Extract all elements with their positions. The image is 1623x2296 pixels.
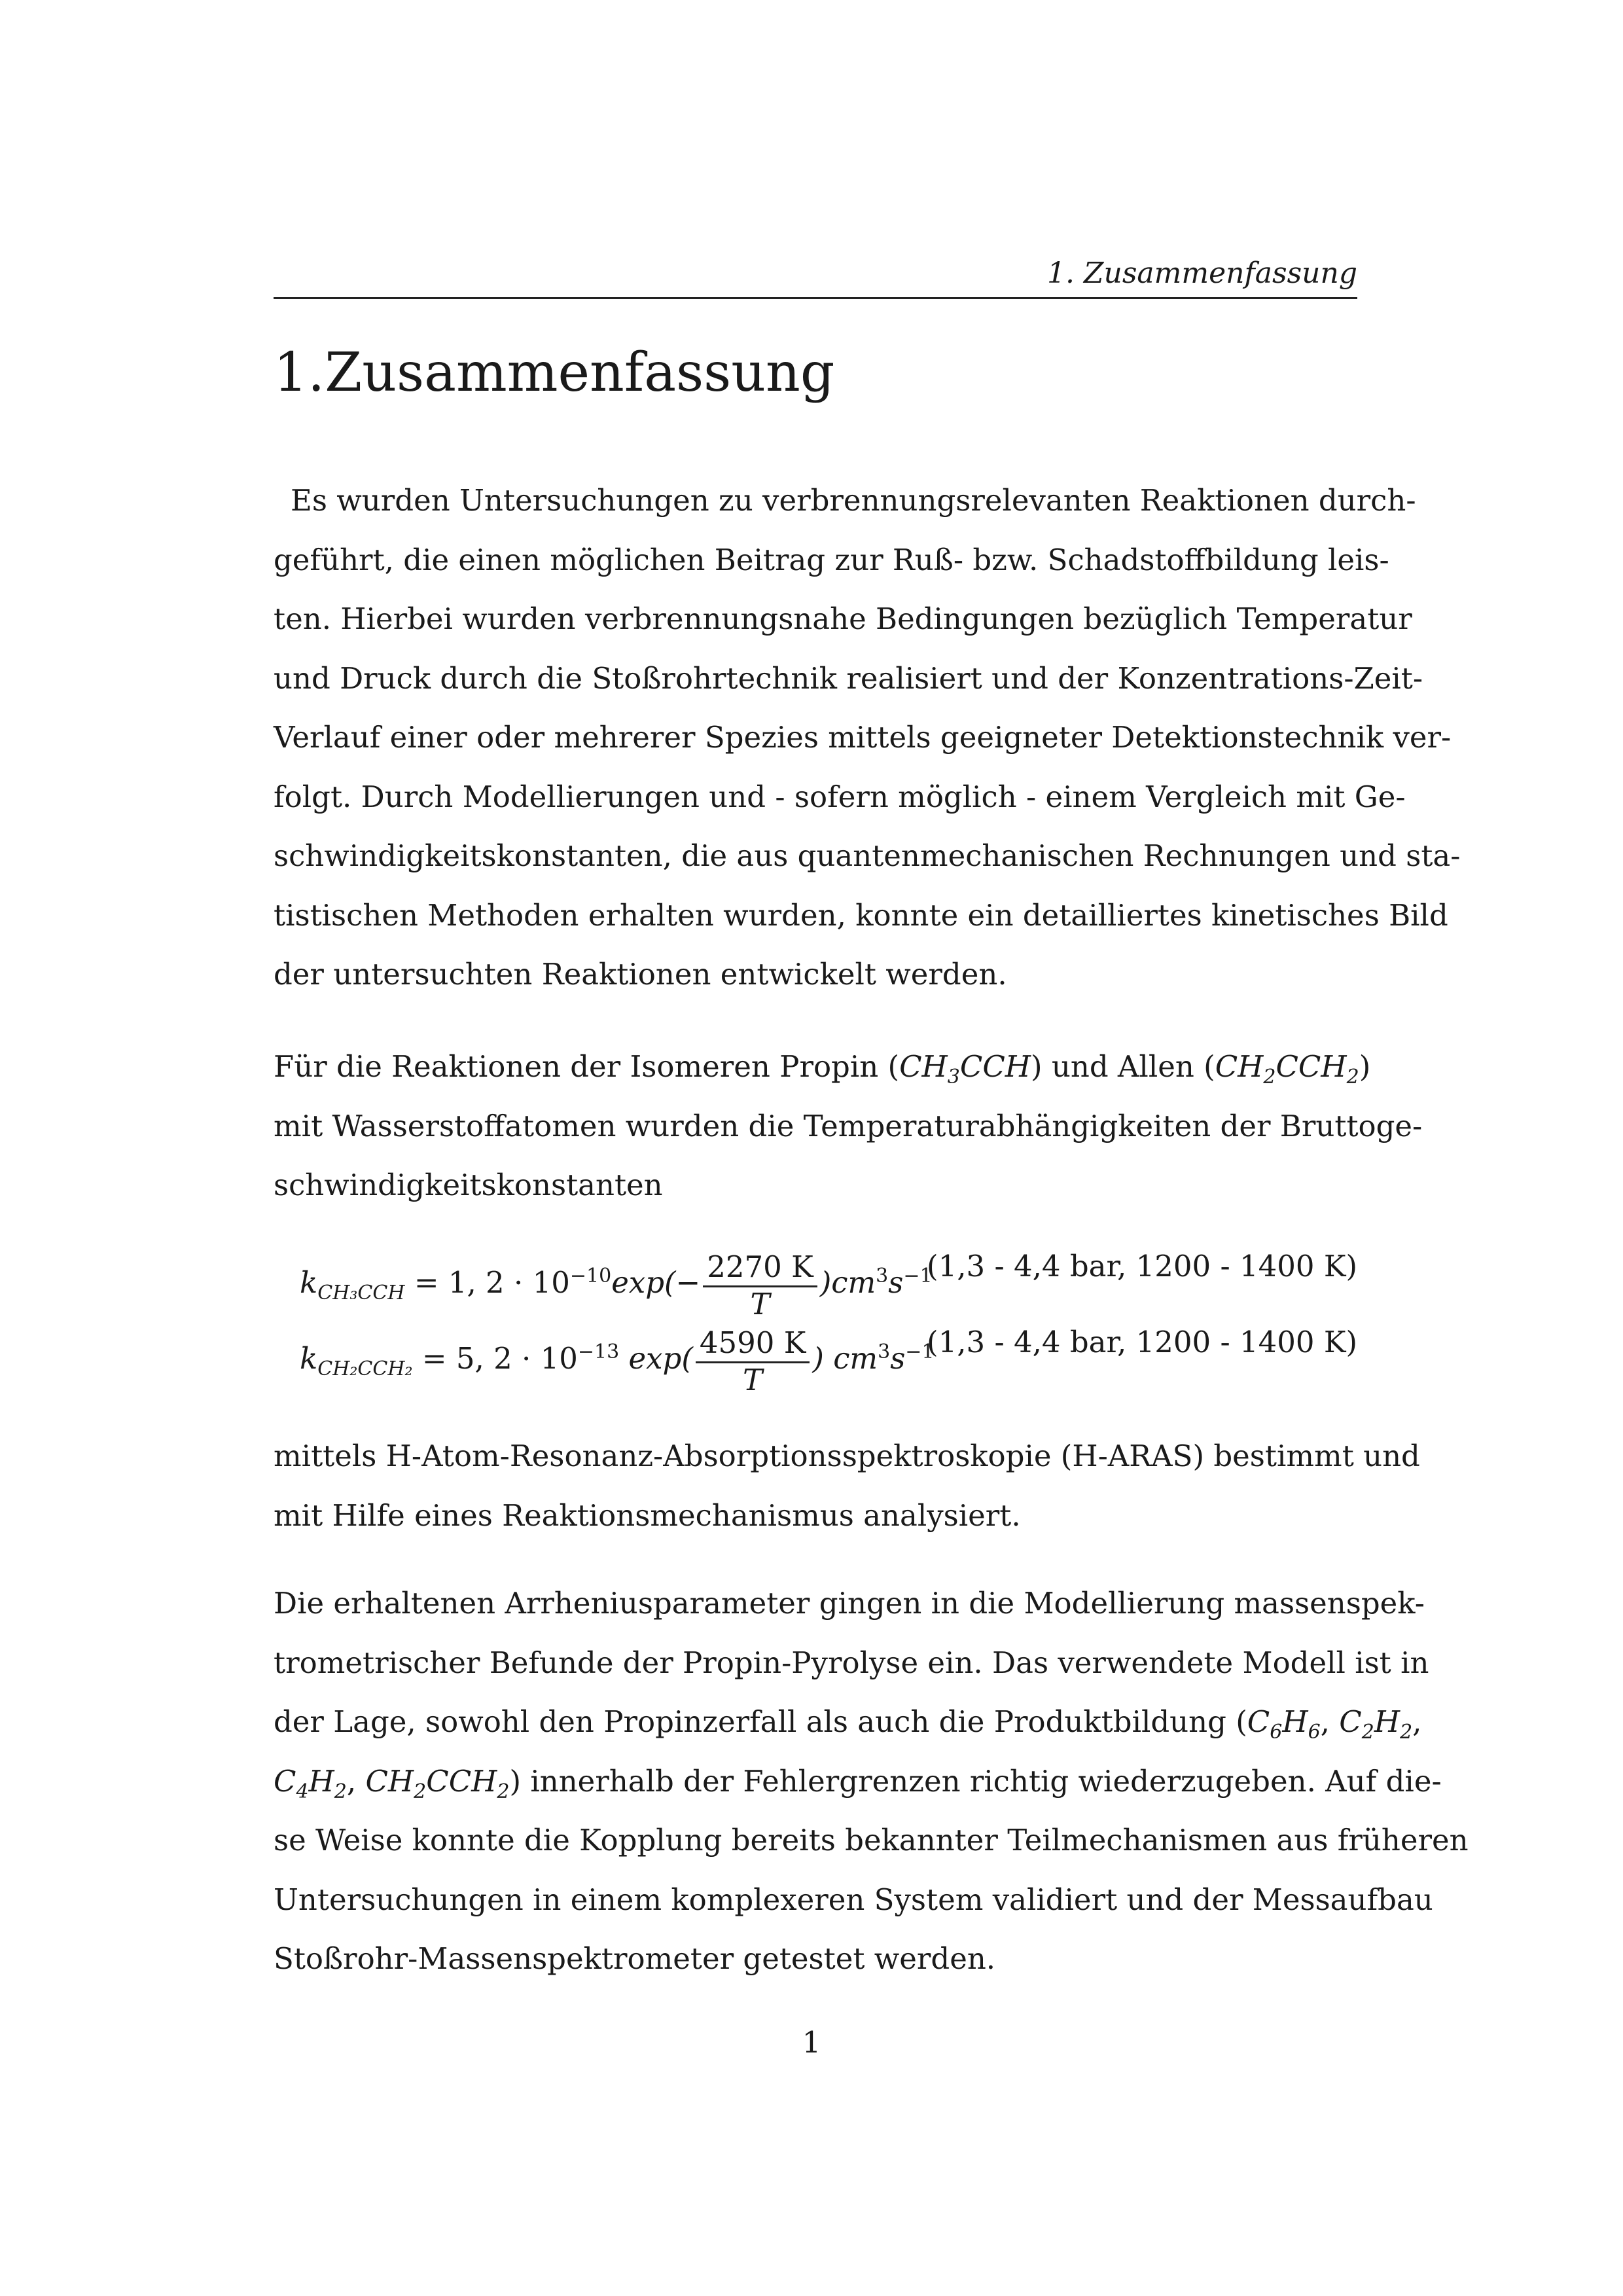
units-tail: s	[890, 1341, 906, 1376]
equation-allen	[274, 1306, 1357, 1397]
text-line: $C_4H_2$, $CH_2CCH_2$) innerhalb der Fehlergrenzen richtig wiederzugeben. Auf die-	[274, 1763, 1442, 1803]
paragraph-isomers	[274, 1037, 1423, 1215]
text-line: der Lage, sowohl den Propinzerfall als auch die Produktbildung ($C_6H_6$, $C_2H_2$,	[274, 1704, 1422, 1744]
numerator: 4590 K	[696, 1325, 810, 1363]
running-header	[274, 257, 1357, 299]
page-number: 1	[802, 2025, 821, 2060]
text-fragment: ) innerhalb der Fehlergrenzen richtig wiederzugeben. Auf die-	[509, 1763, 1442, 1799]
text-line: trometrischer Befunde der Propin-Pyrolyse ein. Das verwendete Modell ist in	[274, 1645, 1429, 1680]
exp-close: ) cm	[812, 1341, 878, 1376]
k-subscript: CH₃CCH	[317, 1282, 405, 1304]
text-fragment: Für die Reaktionen der Isomeren Propin (	[274, 1049, 900, 1084]
text-line: schwindigkeitskonstanten, die aus quantenmechanischen Rechnungen und sta-	[274, 838, 1461, 873]
text-line: Untersuchungen in einem komplexeren System validiert und der Messaufbau	[274, 1882, 1433, 1917]
denominator: T	[750, 1287, 770, 1321]
k-symbol: k	[300, 1265, 318, 1300]
denominator: T	[743, 1363, 763, 1397]
exp-open: exp(−	[611, 1265, 701, 1300]
formula-propin: $CH_3CCH$	[899, 1049, 1031, 1088]
text-line: Verlauf einer oder mehrerer Spezies mittels geeigneter Detektionstechnik ver-	[274, 720, 1452, 755]
prefactor: = 1, 2 · 10	[414, 1265, 570, 1300]
formula-allen: $CH_2CCH_2$	[1215, 1049, 1359, 1088]
equation-body: $k_{CH_3CCH} = 1$, $2 \cdot 10^{-10}\exp(-$ $\frac{2270 K}{T}$ )$cm^3s^{-1}$	[300, 1249, 933, 1321]
text-line: ten. Hierbei wurden verbrennungsnahe Bedingungen bezüglich Temperatur	[274, 601, 1412, 636]
text-line: Stoßrohr-Massenspektrometer getestet werden.	[274, 1941, 996, 1976]
text-fragment: )	[1359, 1049, 1371, 1084]
text-fragment: der Lage, sowohl den Propinzerfall als auch die Produktbildung (	[274, 1704, 1247, 1739]
numerator: 2270 K	[703, 1249, 817, 1287]
text-line: mit Wasserstoffatomen wurden die Temperaturabhängigkeiten der Bruttoge-	[274, 1108, 1423, 1143]
units-tail: s	[888, 1265, 904, 1300]
text-line: der untersuchten Reaktionen entwickelt werden.	[274, 957, 1007, 992]
text-line: folgt. Durch Modellierungen und - sofern möglich - einem Vergleich mit Ge-	[274, 779, 1406, 814]
text-line: Es wurden Untersuchungen zu verbrennungsrelevanten Reaktionen durch-	[291, 483, 1416, 518]
conditions: (1,3 - 4,4 bar, 1200 - 1400 K)	[927, 1325, 1357, 1359]
exponent: −13	[577, 1340, 620, 1363]
text-line: und Druck durch die Stoßrohrtechnik realisiert und der Konzentrations-Zeit-	[274, 660, 1423, 696]
text-line: Die erhaltenen Arrheniusparameter gingen in die Modellierung massenspek-	[274, 1586, 1425, 1621]
k-subscript: CH₂CCH₂	[317, 1357, 413, 1380]
paragraph-method	[274, 1427, 1420, 1545]
fraction	[696, 1325, 810, 1397]
text-line: geführt, die einen möglichen Beitrag zur Ruß- bzw. Schadstoffbildung leis-	[274, 542, 1389, 577]
chapter-title: 1.Zusammenfassung	[274, 342, 835, 404]
text-line: mittels H-Atom-Resonanz-Absorptionsspektroskopie (H-ARAS) bestimmt und	[274, 1439, 1420, 1473]
text-line: schwindigkeitskonstanten	[274, 1168, 663, 1202]
paragraph-summary	[274, 471, 1461, 1005]
exponent: −10	[569, 1265, 612, 1287]
text-line: mit Hilfe eines Reaktionsmechanismus analysiert.	[274, 1498, 1021, 1533]
text-line	[274, 1037, 1371, 1097]
text-line: tistischen Methoden erhalten wurden, konnte ein detailliertes kinetisches Bild	[274, 897, 1448, 933]
exp-close: )cm	[819, 1265, 876, 1300]
exp-open: exp(	[628, 1341, 693, 1376]
paragraph-pyrolysis	[274, 1574, 1469, 1989]
equation-propin	[274, 1230, 1357, 1321]
text-line: se Weise konnte die Kopplung bereits bekannter Teilmechanismen aus früheren	[274, 1823, 1469, 1857]
running-header-title: 1. Zusammenfassung	[1046, 257, 1357, 290]
conditions: (1,3 - 4,4 bar, 1200 - 1400 K)	[927, 1249, 1357, 1283]
prefactor: = 5, 2 · 10	[421, 1341, 578, 1376]
k-symbol: k	[300, 1341, 318, 1376]
equation-body: $k_{CH_2CCH_2} = 5$, $2 \cdot 10^{-13}$ exp( $\frac{4590 K}{T}$ ) $cm^3s^{-1}$	[300, 1325, 935, 1397]
text-fragment: ) und Allen (	[1031, 1049, 1215, 1084]
